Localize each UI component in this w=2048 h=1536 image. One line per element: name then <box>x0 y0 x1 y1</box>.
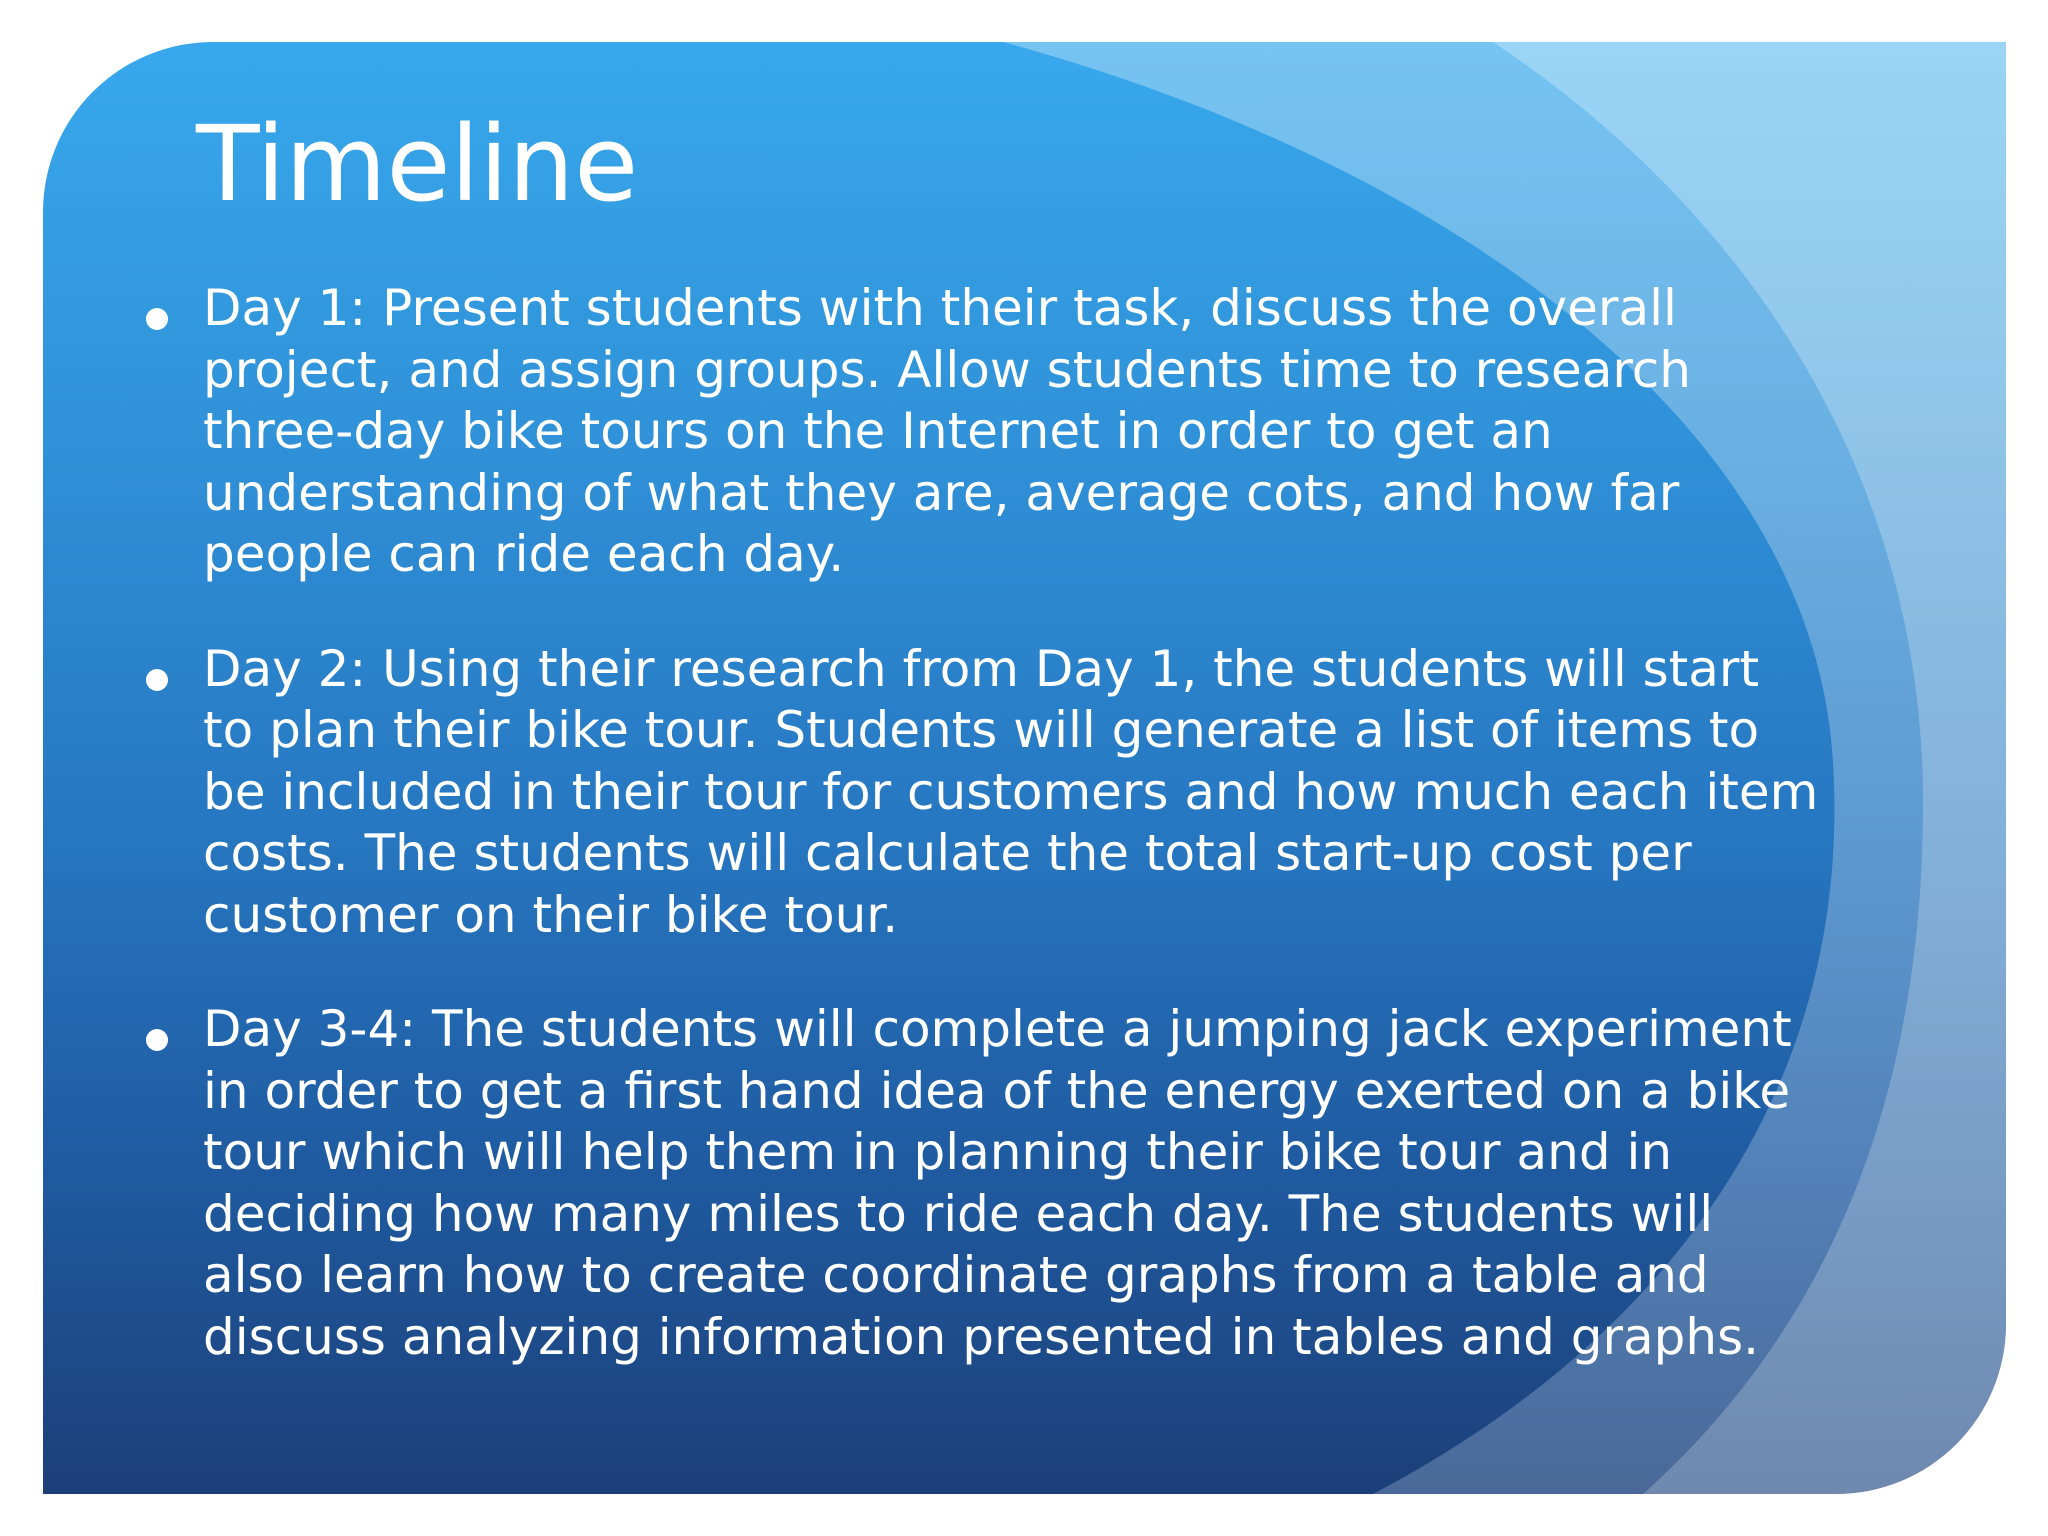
bullet-dot-icon <box>146 1029 168 1051</box>
bullet-list <box>43 278 2006 1421</box>
bullet-dot-icon <box>146 669 168 691</box>
bullet-text: Day 1: Present students with their task, discuss the overall project, and assign groups. Allow students time to research three-day bike tours on the Internet in order to get an understanding of what they are, average cots, and how far people can ride each day. <box>203 279 1691 583</box>
bullet-item-day-2 <box>43 639 1823 947</box>
bullet-item-day-3-4 <box>43 999 1823 1368</box>
bullet-dot-icon <box>146 308 168 330</box>
bullet-text: Day 3-4: The students will complete a jumping jack experiment in order to get a first hand idea of the energy exerted on a bike tour which will help them in planning their bike tour and in deciding how many miles to ride each day. The students will also learn how to create coordinate graphs from a table and discuss analyzing information presented in tables and graphs. <box>203 1000 1792 1366</box>
bullet-item-day-1 <box>43 278 1823 586</box>
bullet-text: Day 2: Using their research from Day 1, the students will start to plan their bike tour. Students will generate a list of items to be included in their tour for customers and how much each item costs. The students will calculate the total start-up cost per customer on their bike tour. <box>203 639 1819 944</box>
slide <box>43 42 2006 1494</box>
slide-title: Timeline <box>196 103 639 225</box>
